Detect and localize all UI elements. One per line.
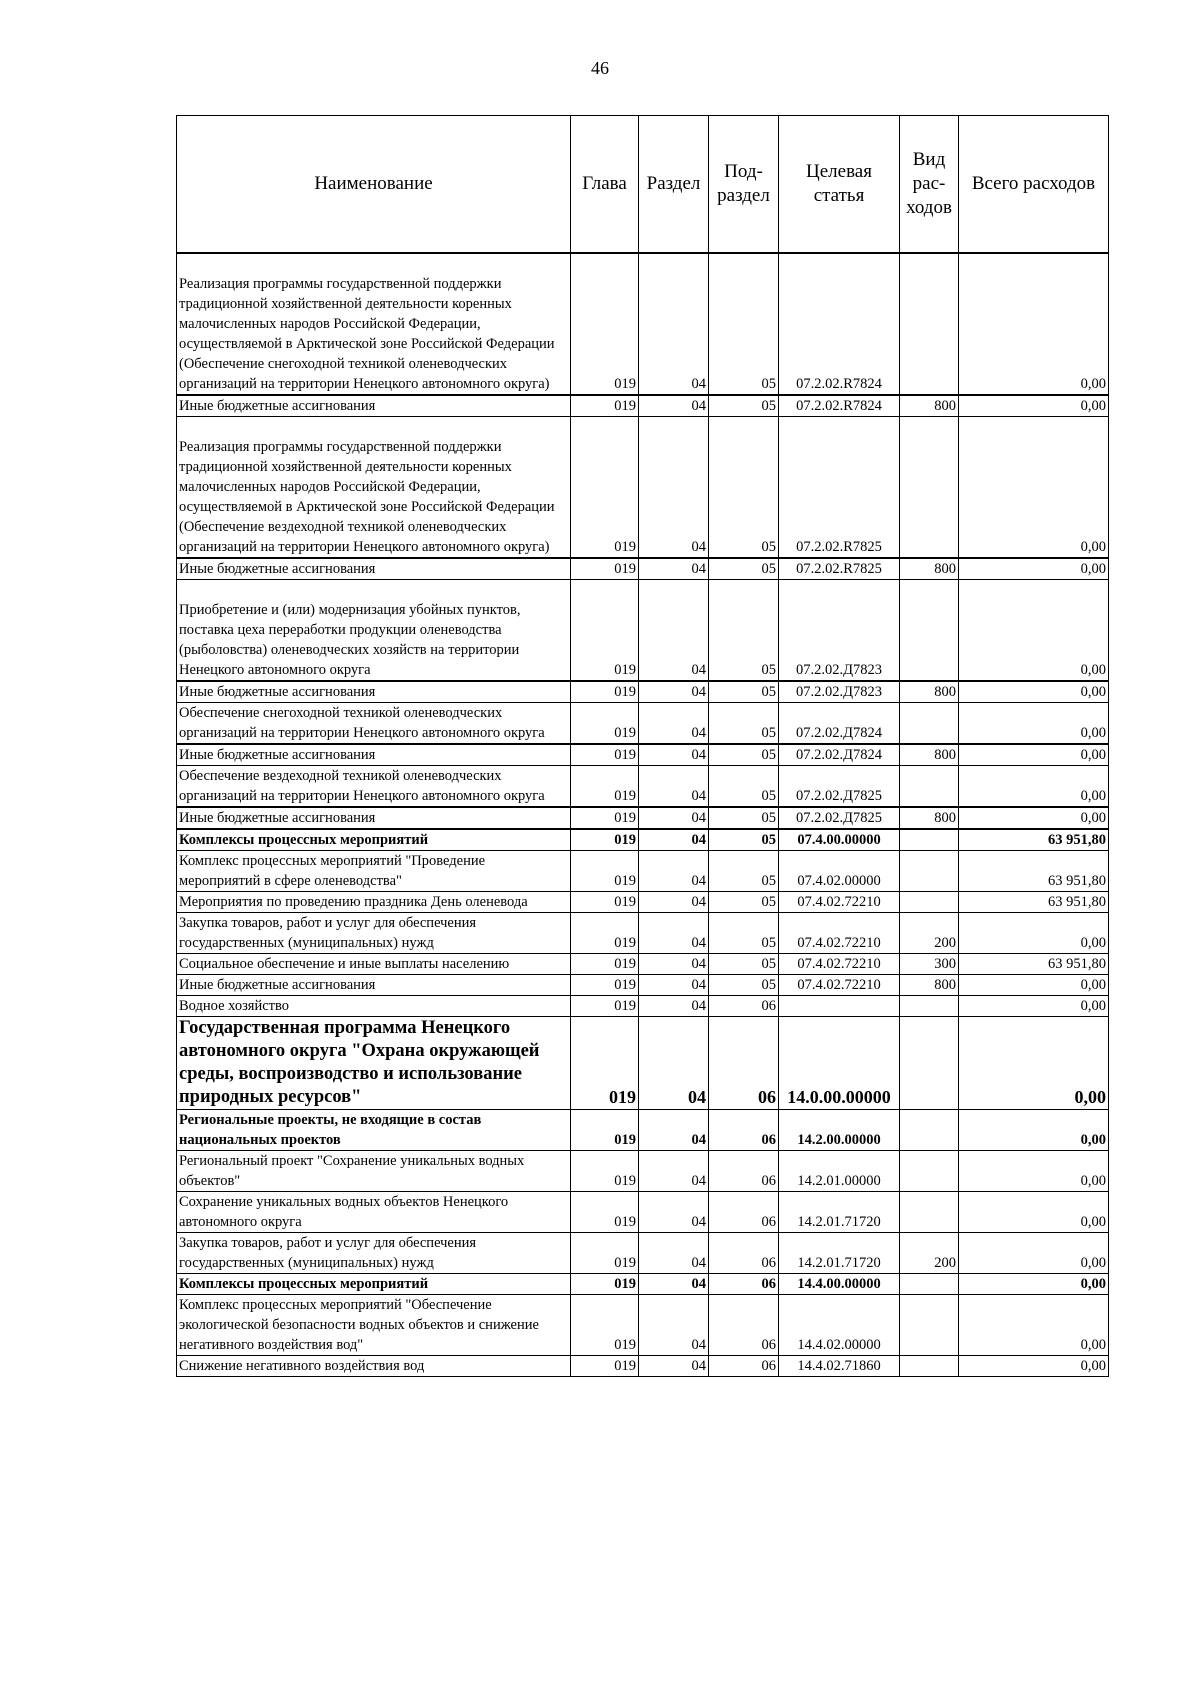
- cell-total: 0,00: [959, 996, 1109, 1017]
- cell-vid-raskhodov: [900, 851, 959, 892]
- cell-tselevaya-statya: 14.4.02.71860: [779, 1356, 900, 1377]
- cell-total: 63 951,80: [959, 829, 1109, 851]
- cell-total: 0,00: [959, 395, 1109, 417]
- cell-podrazdel: 05: [709, 580, 779, 682]
- cell-razdel: 04: [639, 558, 709, 580]
- cell-podrazdel: 05: [709, 703, 779, 745]
- cell-razdel: 04: [639, 913, 709, 954]
- table-row: [177, 417, 1109, 559]
- cell-tselevaya-statya: 07.2.02.R7824: [779, 253, 900, 395]
- cell-name: Государственная программа Ненецкого автономного округа "Охрана окружающей среды, воспроизводство и использование природных ресурсов": [177, 1017, 571, 1110]
- cell-tselevaya-statya: [779, 996, 900, 1017]
- cell-name: Комплексы процессных мероприятий: [177, 829, 571, 851]
- cell-name: Комплекс процессных мероприятий "Проведение мероприятий в сфере оленеводства": [177, 851, 571, 892]
- header-podrazdel: Под-раздел: [709, 116, 779, 254]
- table-row: [177, 954, 1109, 975]
- table-row: [177, 1295, 1109, 1356]
- cell-glava: 019: [571, 913, 639, 954]
- cell-total: 0,00: [959, 558, 1109, 580]
- cell-glava: 019: [571, 580, 639, 682]
- cell-total: 0,00: [959, 766, 1109, 808]
- cell-tselevaya-statya: 07.4.02.72210: [779, 954, 900, 975]
- cell-name: Закупка товаров, работ и услуг для обеспечения государственных (муниципальных) нужд: [177, 1233, 571, 1274]
- cell-name: Обеспечение снегоходной техникой оленеводческих организаций на территории Ненецкого автономного округа: [177, 703, 571, 745]
- header-name: Наименование: [177, 116, 571, 254]
- table-row: [177, 744, 1109, 766]
- cell-razdel: 04: [639, 703, 709, 745]
- cell-total: 0,00: [959, 1233, 1109, 1274]
- cell-total: 0,00: [959, 1192, 1109, 1233]
- cell-name: Снижение негативного воздействия вод: [177, 1356, 571, 1377]
- cell-tselevaya-statya: 07.4.02.00000: [779, 851, 900, 892]
- cell-razdel: 04: [639, 1017, 709, 1110]
- cell-glava: 019: [571, 681, 639, 703]
- cell-podrazdel: 05: [709, 253, 779, 395]
- cell-glava: 019: [571, 417, 639, 559]
- cell-tselevaya-statya: 14.2.00.00000: [779, 1110, 900, 1151]
- table-row: [177, 1110, 1109, 1151]
- cell-vid-raskhodov: [900, 1151, 959, 1192]
- table-row: [177, 395, 1109, 417]
- cell-razdel: 04: [639, 851, 709, 892]
- cell-glava: 019: [571, 975, 639, 996]
- cell-glava: 019: [571, 253, 639, 395]
- page-number: 46: [591, 58, 609, 78]
- cell-razdel: 04: [639, 1151, 709, 1192]
- cell-glava: 019: [571, 1192, 639, 1233]
- cell-razdel: 04: [639, 1356, 709, 1377]
- cell-glava: 019: [571, 1110, 639, 1151]
- cell-vid-raskhodov: [900, 1192, 959, 1233]
- cell-tselevaya-statya: 07.4.02.72210: [779, 975, 900, 996]
- header-vid-raskhodov: Вид рас-ходов: [900, 116, 959, 254]
- cell-vid-raskhodov: [900, 1017, 959, 1110]
- cell-podrazdel: 05: [709, 807, 779, 829]
- cell-vid-raskhodov: 200: [900, 913, 959, 954]
- cell-vid-raskhodov: [900, 703, 959, 745]
- cell-podrazdel: 05: [709, 892, 779, 913]
- cell-glava: 019: [571, 996, 639, 1017]
- header-razdel: Раздел: [639, 116, 709, 254]
- cell-name: Закупка товаров, работ и услуг для обеспечения государственных (муниципальных) нужд: [177, 913, 571, 954]
- cell-name: Иные бюджетные ассигнования: [177, 681, 571, 703]
- cell-total: 0,00: [959, 417, 1109, 559]
- table-row: [177, 681, 1109, 703]
- cell-tselevaya-statya: 07.2.02.Д7824: [779, 744, 900, 766]
- cell-podrazdel: 06: [709, 1295, 779, 1356]
- table-row: [177, 1356, 1109, 1377]
- cell-vid-raskhodov: 800: [900, 744, 959, 766]
- cell-tselevaya-statya: 07.2.02.Д7823: [779, 681, 900, 703]
- cell-razdel: 04: [639, 954, 709, 975]
- cell-total: 0,00: [959, 681, 1109, 703]
- cell-podrazdel: 06: [709, 1017, 779, 1110]
- cell-razdel: 04: [639, 744, 709, 766]
- cell-glava: 019: [571, 703, 639, 745]
- cell-total: 0,00: [959, 1274, 1109, 1295]
- cell-podrazdel: 05: [709, 681, 779, 703]
- cell-name: Реализация программы государственной поддержки традиционной хозяйственной деятельности коренных малочисленных народов Российской Федерации, осуществляемой в Арктической зоне Российской Федерации (Обеспечение снегоходной техникой оленеводческих организаций на территории Ненецкого автономного округа): [177, 253, 571, 395]
- cell-razdel: 04: [639, 807, 709, 829]
- cell-vid-raskhodov: [900, 1295, 959, 1356]
- cell-total: 0,00: [959, 744, 1109, 766]
- cell-glava: 019: [571, 1295, 639, 1356]
- cell-name: Водное хозяйство: [177, 996, 571, 1017]
- table-row: [177, 1192, 1109, 1233]
- table-row: [177, 913, 1109, 954]
- cell-vid-raskhodov: 800: [900, 975, 959, 996]
- table-row: [177, 829, 1109, 851]
- cell-name: Иные бюджетные ассигнования: [177, 807, 571, 829]
- table-row: [177, 975, 1109, 996]
- cell-name: Приобретение и (или) модернизация убойных пунктов, поставка цеха переработки продукции оленеводства (рыболовства) оленеводческих хозяйств на территории Ненецкого автономного округа: [177, 580, 571, 682]
- cell-tselevaya-statya: 07.2.02.Д7824: [779, 703, 900, 745]
- cell-podrazdel: 05: [709, 913, 779, 954]
- cell-tselevaya-statya: 14.4.00.00000: [779, 1274, 900, 1295]
- cell-tselevaya-statya: 07.2.02.Д7825: [779, 766, 900, 808]
- cell-podrazdel: 05: [709, 395, 779, 417]
- cell-glava: 019: [571, 807, 639, 829]
- cell-podrazdel: 05: [709, 417, 779, 559]
- cell-razdel: 04: [639, 1110, 709, 1151]
- table-body: [177, 253, 1109, 1377]
- table-row: [177, 1274, 1109, 1295]
- cell-vid-raskhodov: 800: [900, 558, 959, 580]
- table-row: [177, 1151, 1109, 1192]
- cell-total: 0,00: [959, 703, 1109, 745]
- cell-razdel: 04: [639, 766, 709, 808]
- cell-total: 63 951,80: [959, 892, 1109, 913]
- cell-podrazdel: 06: [709, 996, 779, 1017]
- cell-vid-raskhodov: 800: [900, 395, 959, 417]
- cell-razdel: 04: [639, 996, 709, 1017]
- cell-vid-raskhodov: 800: [900, 681, 959, 703]
- cell-name: Региональные проекты, не входящие в состав национальных проектов: [177, 1110, 571, 1151]
- cell-vid-raskhodov: [900, 1110, 959, 1151]
- cell-total: 63 951,80: [959, 851, 1109, 892]
- table-row: [177, 1233, 1109, 1274]
- cell-tselevaya-statya: 07.2.02.R7825: [779, 558, 900, 580]
- cell-glava: 019: [571, 558, 639, 580]
- budget-table: [176, 115, 1109, 1377]
- table-row: [177, 996, 1109, 1017]
- cell-name: Реализация программы государственной поддержки традиционной хозяйственной деятельности коренных малочисленных народов Российской Федерации, осуществляемой в Арктической зоне Российской Федерации (Обеспечение вездеходной техникой оленеводческих организаций на территории Ненецкого автономного округа): [177, 417, 571, 559]
- cell-tselevaya-statya: 07.2.02.R7825: [779, 417, 900, 559]
- cell-vid-raskhodov: 800: [900, 807, 959, 829]
- cell-razdel: 04: [639, 681, 709, 703]
- table-header-row: [177, 116, 1109, 254]
- cell-total: 63 951,80: [959, 954, 1109, 975]
- cell-razdel: 04: [639, 829, 709, 851]
- cell-glava: 019: [571, 744, 639, 766]
- table-row: [177, 703, 1109, 745]
- cell-vid-raskhodov: [900, 253, 959, 395]
- cell-tselevaya-statya: 14.0.00.00000: [779, 1017, 900, 1110]
- cell-vid-raskhodov: 300: [900, 954, 959, 975]
- table-row: [177, 851, 1109, 892]
- cell-podrazdel: 06: [709, 1233, 779, 1274]
- cell-glava: 019: [571, 1274, 639, 1295]
- cell-podrazdel: 05: [709, 954, 779, 975]
- table-row: [177, 892, 1109, 913]
- cell-total: 0,00: [959, 807, 1109, 829]
- cell-total: 0,00: [959, 975, 1109, 996]
- cell-name: Региональный проект "Сохранение уникальных водных объектов": [177, 1151, 571, 1192]
- cell-glava: 019: [571, 851, 639, 892]
- table-row: [177, 580, 1109, 682]
- cell-name: Иные бюджетные ассигнования: [177, 975, 571, 996]
- cell-podrazdel: 05: [709, 975, 779, 996]
- cell-razdel: 04: [639, 975, 709, 996]
- table-row: [177, 253, 1109, 395]
- cell-glava: 019: [571, 1017, 639, 1110]
- cell-razdel: 04: [639, 580, 709, 682]
- cell-vid-raskhodov: [900, 1356, 959, 1377]
- header-tselevaya-statya: Целевая статья: [779, 116, 900, 254]
- cell-total: 0,00: [959, 1017, 1109, 1110]
- cell-tselevaya-statya: 07.2.02.Д7823: [779, 580, 900, 682]
- cell-podrazdel: 05: [709, 851, 779, 892]
- cell-total: 0,00: [959, 913, 1109, 954]
- cell-podrazdel: 06: [709, 1192, 779, 1233]
- cell-tselevaya-statya: 14.2.01.71720: [779, 1192, 900, 1233]
- cell-podrazdel: 06: [709, 1356, 779, 1377]
- cell-podrazdel: 06: [709, 1274, 779, 1295]
- cell-vid-raskhodov: [900, 766, 959, 808]
- cell-total: 0,00: [959, 1110, 1109, 1151]
- cell-vid-raskhodov: [900, 829, 959, 851]
- cell-razdel: 04: [639, 892, 709, 913]
- cell-razdel: 04: [639, 395, 709, 417]
- cell-razdel: 04: [639, 1233, 709, 1274]
- table-row: [177, 807, 1109, 829]
- cell-vid-raskhodov: [900, 892, 959, 913]
- table-row: [177, 1017, 1109, 1110]
- cell-podrazdel: 05: [709, 766, 779, 808]
- header-total: Всего расходов: [959, 116, 1109, 254]
- cell-vid-raskhodov: [900, 1274, 959, 1295]
- cell-glava: 019: [571, 1151, 639, 1192]
- cell-podrazdel: 05: [709, 558, 779, 580]
- cell-razdel: 04: [639, 1192, 709, 1233]
- cell-name: Иные бюджетные ассигнования: [177, 395, 571, 417]
- cell-tselevaya-statya: 14.2.01.71720: [779, 1233, 900, 1274]
- cell-razdel: 04: [639, 1274, 709, 1295]
- cell-glava: 019: [571, 1233, 639, 1274]
- table-row: [177, 766, 1109, 808]
- cell-name: Мероприятия по проведению праздника День оленевода: [177, 892, 571, 913]
- cell-vid-raskhodov: [900, 996, 959, 1017]
- cell-razdel: 04: [639, 253, 709, 395]
- cell-glava: 019: [571, 829, 639, 851]
- cell-razdel: 04: [639, 1295, 709, 1356]
- cell-name: Социальное обеспечение и иные выплаты населению: [177, 954, 571, 975]
- cell-tselevaya-statya: 07.2.02.Д7825: [779, 807, 900, 829]
- cell-name: Сохранение уникальных водных объектов Ненецкого автономного округа: [177, 1192, 571, 1233]
- cell-tselevaya-statya: 07.4.02.72210: [779, 913, 900, 954]
- cell-glava: 019: [571, 766, 639, 808]
- cell-glava: 019: [571, 892, 639, 913]
- cell-vid-raskhodov: 200: [900, 1233, 959, 1274]
- cell-glava: 019: [571, 395, 639, 417]
- cell-name: Обеспечение вездеходной техникой оленеводческих организаций на территории Ненецкого автономного округа: [177, 766, 571, 808]
- header-glava: Глава: [571, 116, 639, 254]
- cell-glava: 019: [571, 1356, 639, 1377]
- cell-name: Иные бюджетные ассигнования: [177, 558, 571, 580]
- cell-tselevaya-statya: 14.2.01.00000: [779, 1151, 900, 1192]
- cell-podrazdel: 05: [709, 829, 779, 851]
- cell-total: 0,00: [959, 1295, 1109, 1356]
- cell-tselevaya-statya: 14.4.02.00000: [779, 1295, 900, 1356]
- cell-razdel: 04: [639, 417, 709, 559]
- cell-podrazdel: 06: [709, 1110, 779, 1151]
- cell-tselevaya-statya: 07.4.02.72210: [779, 892, 900, 913]
- cell-name: Иные бюджетные ассигнования: [177, 744, 571, 766]
- cell-name: Комплексы процессных мероприятий: [177, 1274, 571, 1295]
- cell-name: Комплекс процессных мероприятий "Обеспечение экологической безопасности водных объектов и снижение негативного воздействия вод": [177, 1295, 571, 1356]
- cell-podrazdel: 05: [709, 744, 779, 766]
- cell-vid-raskhodov: [900, 580, 959, 682]
- cell-total: 0,00: [959, 1151, 1109, 1192]
- cell-total: 0,00: [959, 1356, 1109, 1377]
- cell-total: 0,00: [959, 580, 1109, 682]
- table-row: [177, 558, 1109, 580]
- cell-tselevaya-statya: 07.2.02.R7824: [779, 395, 900, 417]
- cell-vid-raskhodov: [900, 417, 959, 559]
- cell-glava: 019: [571, 954, 639, 975]
- cell-total: 0,00: [959, 253, 1109, 395]
- cell-tselevaya-statya: 07.4.00.00000: [779, 829, 900, 851]
- cell-podrazdel: 06: [709, 1151, 779, 1192]
